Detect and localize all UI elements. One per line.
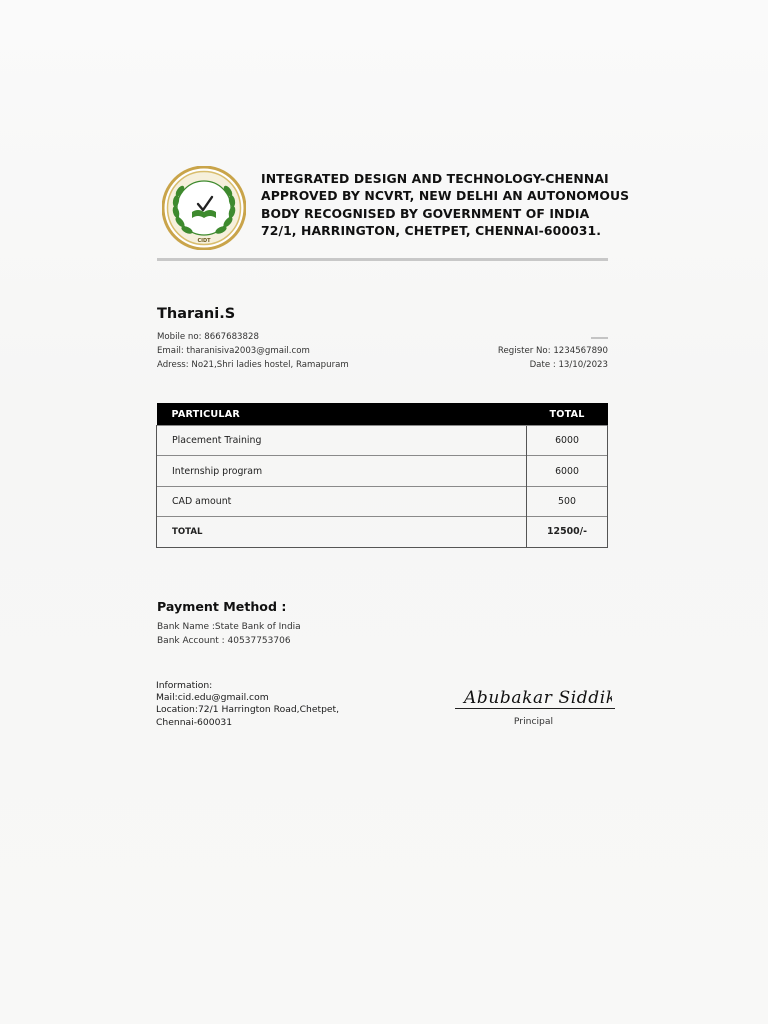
fee-particular: Internship program bbox=[157, 456, 527, 486]
table-header-row bbox=[157, 403, 608, 426]
student-mobile: Mobile no: 8667683828 bbox=[157, 332, 259, 342]
fee-amount: 500 bbox=[527, 486, 608, 516]
principal-signature bbox=[462, 683, 612, 711]
fee-amount: 6000 bbox=[527, 456, 608, 486]
table-row bbox=[157, 426, 608, 456]
column-header-total: TOTAL bbox=[527, 403, 608, 426]
contact-location-city: Chennai-600031 bbox=[156, 716, 233, 728]
header-divider bbox=[157, 258, 608, 261]
column-header-particular: PARTICULAR bbox=[157, 403, 527, 426]
table-row bbox=[157, 486, 608, 516]
institute-line: BODY RECOGNISED BY GOVERNMENT OF INDIA bbox=[261, 205, 590, 221]
bank-name: Bank Name :State Bank of India bbox=[157, 622, 301, 632]
fee-amount: 6000 bbox=[527, 426, 608, 456]
signature-line bbox=[455, 708, 615, 709]
contact-location: Location:72/1 Harrington Road,Chetpet, bbox=[156, 704, 340, 716]
contact-mail: Mail:cid.edu@gmail.com bbox=[156, 692, 269, 704]
institute-line: 72/1, HARRINGTON, CHETPET, CHENNAI-600031. bbox=[261, 222, 602, 238]
institute-line: APPROVED BY NCVRT, NEW DELHI AN AUTONOMOUS bbox=[261, 188, 630, 204]
institute-logo bbox=[162, 166, 246, 250]
total-label: TOTAL bbox=[157, 517, 527, 547]
institute-line: INTEGRATED DESIGN AND TECHNOLOGY-CHENNAI bbox=[261, 171, 609, 186]
student-name: Tharani.S bbox=[157, 306, 236, 322]
table-row bbox=[157, 456, 608, 486]
svg-text:CIDT: CIDT bbox=[197, 238, 211, 244]
student-email: Email: tharanisiva2003@gmail.com bbox=[157, 346, 310, 356]
institute-header bbox=[261, 170, 631, 239]
invoice-date: Date : 13/10/2023 bbox=[529, 360, 608, 370]
decorative-dash bbox=[591, 337, 608, 339]
payment-method-title: Payment Method : bbox=[157, 599, 287, 614]
signature-role: Principal bbox=[513, 716, 554, 727]
contact-information bbox=[156, 680, 339, 729]
information-heading: Information: bbox=[156, 680, 213, 691]
svg-text:Abubakar Siddik: Abubakar Siddik bbox=[464, 688, 612, 708]
table-total-row bbox=[157, 517, 608, 547]
total-amount: 12500/- bbox=[527, 517, 608, 547]
fee-particular: CAD amount bbox=[157, 486, 527, 516]
fee-particular: Placement Training bbox=[157, 426, 527, 456]
register-number: Register No: 1234567890 bbox=[497, 346, 608, 356]
fee-table bbox=[156, 403, 608, 548]
student-address: Adress: No21,Shri ladies hostel, Ramapuram bbox=[157, 360, 349, 370]
bank-account: Bank Account : 40537753706 bbox=[157, 636, 291, 646]
